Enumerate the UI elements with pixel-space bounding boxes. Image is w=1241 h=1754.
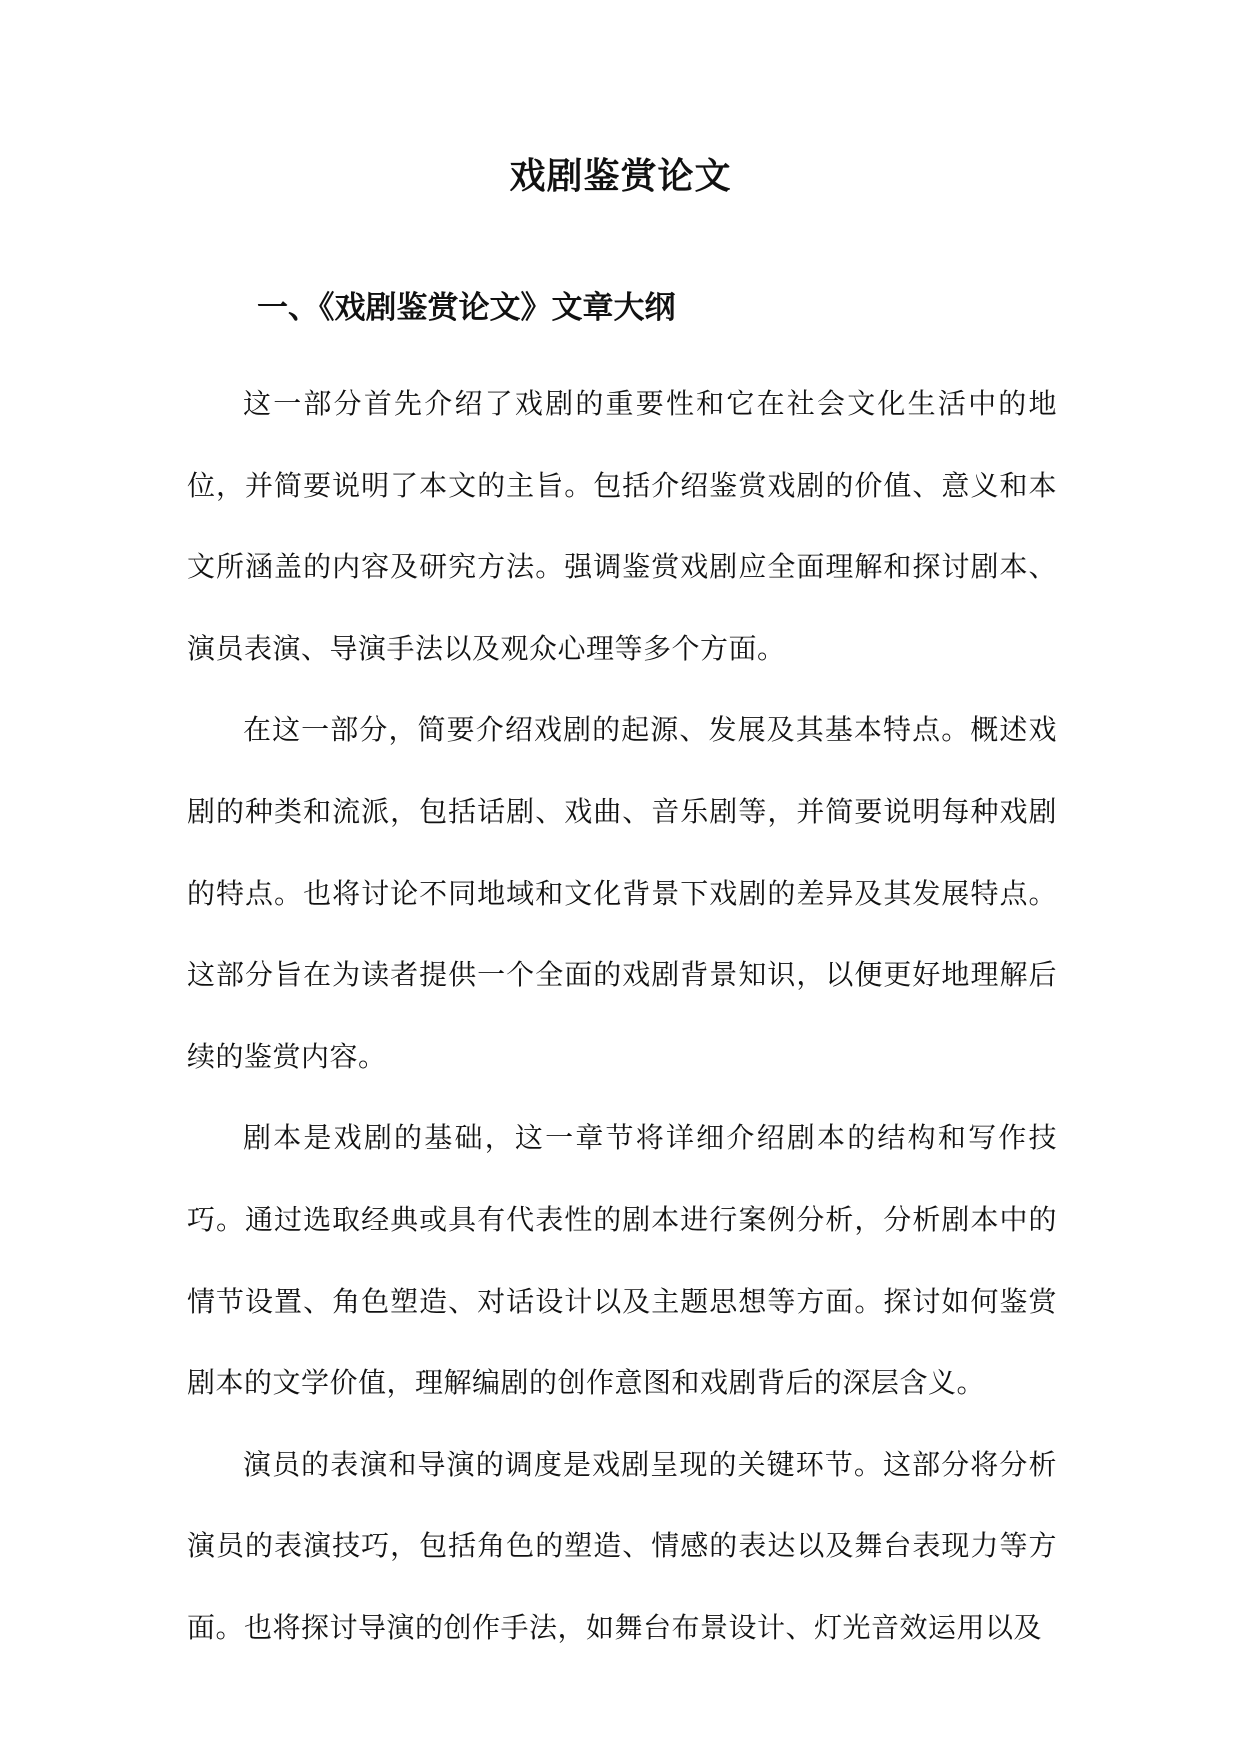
paragraph-introduction: 这一部分首先介绍了戏剧的重要性和它在社会文化生活中的地位，并简要说明了本文的主旨。包括介绍鉴赏戏剧的价值、意义和本文所涵盖的内容及研究方法。强调鉴赏戏剧应全面理解和探讨剧本、演员表演、导演手法以及观众心理等多个方面。 [187, 387, 1057, 665]
section-heading: 一、《戏剧鉴赏论文》文章大纲 [257, 290, 676, 326]
paragraph-performance: 演员的表演和导演的调度是戏剧呈现的关键环节。这部分将分析演员的表演技巧，包括角色的塑造、情感的表达以及舞台表现力等方面。也将探讨导演的创作手法，如舞台布景设计、灯光音效运用以及 [187, 1447, 1057, 1644]
body-text [187, 363, 1057, 1669]
document-title: 戏剧鉴赏论文 [509, 155, 732, 197]
paragraph-script: 剧本是戏剧的基础，这一章节将详细介绍剧本的结构和写作技巧。通过选取经典或具有代表性的剧本进行案例分析，分析剧本中的情节设置、角色塑造、对话设计以及主题思想等方面。探讨如何鉴赏剧本的文学价值，理解编剧的创作意图和戏剧背后的深层含义。 [187, 1121, 1057, 1400]
paragraph-background: 在这一部分，简要介绍戏剧的起源、发展及其基本特点。概述戏剧的种类和流派，包括话剧、戏曲、音乐剧等，并简要说明每种戏剧的特点。也将讨论不同地域和文化背景下戏剧的差异及其发展特点。这部分旨在为读者提供一个全面的戏剧背景知识，以便更好地理解后续的鉴赏内容。 [187, 713, 1057, 1073]
